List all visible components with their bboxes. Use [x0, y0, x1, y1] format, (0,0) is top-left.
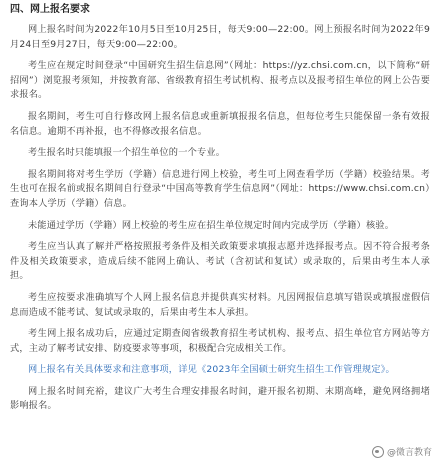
- regulations-text[interactable]: 网上报名有关具体要求和注意事项，详见《2023年全国硕士研究生招生工作管理规定》。: [28, 364, 395, 376]
- paragraph-after-registration: 考生网上报名成功后，应通过定期查阅省级教育招生考试机构、报考点、招生单位官方网站等方式，主动了解考试安排、防疫要求等事项，积极配合完成相关工作。: [10, 328, 430, 354]
- paragraph-accurate-info: 考生应按要求准确填写个人网上报名信息并提供真实材料。凡因网报信息填写错误或填报虚假信息而造成不能考试、复试或录取的，后果由考生本人承担。: [10, 291, 430, 318]
- paragraph-modify-info: 报名期间，考生可自行修改网上报名信息或重新填报报名信息，但每位考生只能保留一条有效报名信息。逾期不再补报，也不得修改报名信息。: [10, 110, 430, 137]
- paragraph-regulations-link[interactable]: [10, 363, 430, 378]
- paragraph-conditions: 考生应当认真了解并严格按照报考条件及相关政策要求填报志愿并选择报考点。因不符合报考条件及相关政策要求，造成后续不能网上确认、考试（含初试和复试）或录取的，后果由考生本人承担。: [10, 241, 430, 282]
- section-heading: 四、网上报名要求: [10, 4, 90, 15]
- paragraph-one-major: 考生报名时只能填报一个招生单位的一个专业。: [28, 147, 226, 159]
- paragraph-registration-time: 网上报名时间为2022年10月5日至10月25日，每天9:00—22:00。网上预报名时间为2022年9月24日至9月27日，每天9:00—22:00。: [10, 24, 430, 50]
- paragraph-education-check: 报名期间将对考生学历（学籍）信息进行网上校验，考生可上网查看学历（学籍）校验结果。考生也可在报名前或报名期间自行登录“中国高等教育学生信息网”（网址：https://www.chsi.com.cn）查询本人学历（学籍）信息。: [10, 168, 430, 209]
- paragraph-verification: 未能通过学历（学籍）网上校验的考生应在招生单位规定时间内完成学历（学籍）核验。: [28, 219, 395, 231]
- weibo-logo-icon: [372, 446, 384, 458]
- watermark: [372, 445, 432, 458]
- paragraph-login-website: 考生应在规定时间登录“中国研究生招生信息网”（网址：https://yz.chsi.com.cn，以下简称“研招网”）浏览报考须知，并按教育部、省级教育招生考试机构、报考点以及报考招生单位的网上公告要求报名。: [10, 60, 430, 101]
- paragraph-advice: 网上报名时间充裕，建议广大考生合理安排报名时间，避开报名初期、末期高峰，避免网络拥堵影响报名。: [10, 385, 430, 412]
- watermark-text: @微言教育: [386, 448, 432, 458]
